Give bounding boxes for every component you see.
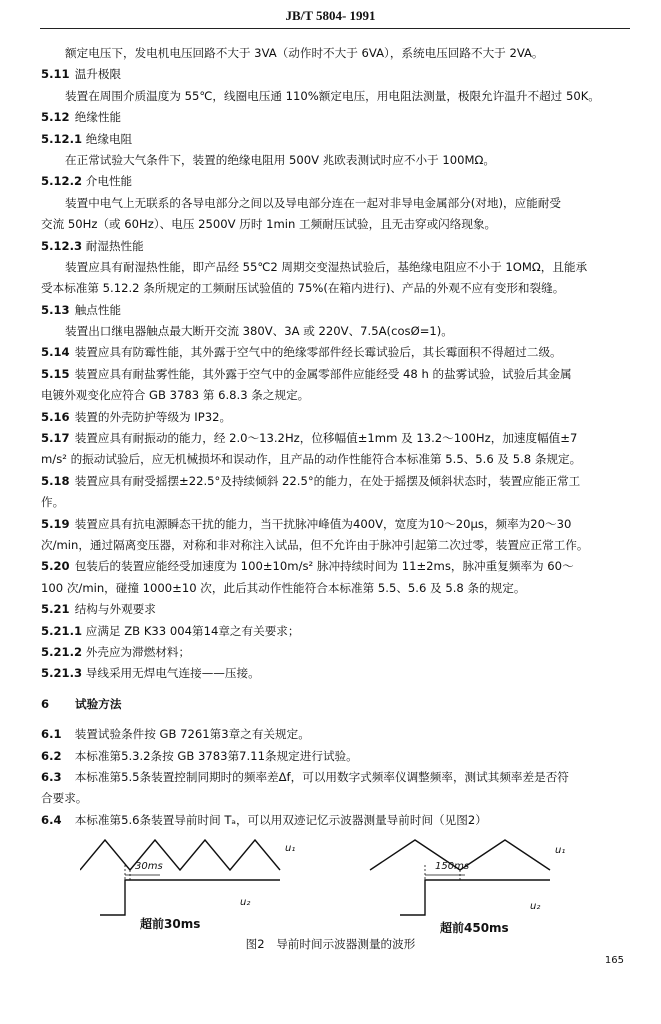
- line-text: 温升极限: [74, 67, 122, 82]
- line-text: 应满足 ZB K33 004第14章之有关要求；: [85, 623, 300, 638]
- clause-number: 6.3: [41, 769, 62, 784]
- clause-line: [41, 107, 631, 128]
- paragraph-line: [41, 321, 631, 342]
- line-text: 绝缘电阻: [85, 131, 133, 146]
- clause-line: [41, 129, 631, 150]
- clause-line: [41, 407, 631, 428]
- clause-number: 6.2: [41, 748, 62, 763]
- clause-line: [41, 599, 631, 620]
- clause-number: 6: [41, 696, 50, 711]
- paragraph-line: [41, 43, 631, 64]
- clause-line: [41, 171, 631, 192]
- line-text: 本标准第5.6条装置导前时间 Tₐ，可以用双迹记忆示波器测量导前时间（见图2）: [74, 812, 487, 827]
- clause-number: 6.1: [41, 727, 62, 742]
- paragraph-line: [41, 193, 631, 214]
- clause-line: [41, 746, 631, 767]
- clause-number: 5.21.1: [41, 623, 83, 638]
- figure-title: 图2 导前时间示波器测量的波形: [245, 937, 416, 951]
- clause-line: [41, 694, 631, 715]
- clause-line: [41, 642, 631, 663]
- clause-line: [41, 236, 631, 257]
- line-text: 本标准第5.5条装置控制同期时的频率差Δf，可以用数字式频率仪调整频率，测试其频率差是否符: [74, 769, 569, 784]
- line-text: 导线采用无焊电气连接——压接。: [85, 666, 260, 681]
- line-text: 电镀外观变化应符合 GB 3783 第 6.8.3 条之规定。: [41, 388, 310, 403]
- document-body: [41, 43, 631, 831]
- clause-line: [41, 663, 631, 684]
- clause-number: 5.14: [41, 345, 70, 360]
- clause-number: 5.12.2: [41, 174, 83, 189]
- clause-line: [41, 471, 631, 492]
- clause-number: 5.21.2: [41, 644, 83, 659]
- line-text: 装置应具有抗电源瞬态干扰的能力，当干扰脉冲峰值为400V，宽度为10～20μs，频率为20～30: [74, 516, 572, 531]
- paragraph-line: [41, 214, 631, 235]
- left-figure-caption: 超前30ms: [140, 917, 201, 931]
- paragraph-line: [41, 150, 631, 171]
- line-text: 装置中电气上无联系的各导电部分之间以及导电部分连在一起对非导电金属部分(对地)，应能耐受: [65, 195, 561, 210]
- line-text: 结构与外观要求: [74, 602, 156, 617]
- line-text: 包装后的装置应能经受加速度为 100±10m/s² 脉冲持续时间为 11±2ms，脉冲重复频率为 60～: [74, 559, 574, 574]
- right-u2-label: u₂: [530, 901, 541, 912]
- line-text: 次/min，通过隔离变压器，对称和非对称注入试品，但不允许由于脉冲引起第二次过零，装置应正常工作。: [41, 537, 589, 552]
- header-rule: [40, 28, 630, 29]
- clause-line: [41, 767, 631, 788]
- clause-line: [41, 342, 631, 363]
- line-text: 交流 50Hz（或 60Hz）、电压 2500V 历时 1min 工频耐压试验，且无击穿或闪络现象。: [41, 217, 497, 232]
- line-text: 100 次/min，碰撞 1000±10 次，此后其动作性能符合本标准第 5.5、5.6 及 5.8 条的规定。: [41, 580, 526, 595]
- document-header: JB/T 5804- 1991: [285, 8, 376, 23]
- clause-line: [41, 428, 631, 449]
- clause-line: [41, 810, 631, 831]
- line-text: 触点性能: [74, 302, 122, 317]
- line-text: 装置应具有耐振动的能力，经 2.0～13.2Hz，位移幅值±1mm 及 13.2～100Hz，加速度幅值±7: [74, 431, 578, 446]
- paragraph-line: [41, 278, 631, 299]
- line-text: 耐湿热性能: [85, 238, 144, 253]
- line-text: 装置应具有耐盐雾性能，其外露于空气中的金属零部件应能经受 48 h 的盐雾试验，试验后其金属: [74, 366, 572, 381]
- line-text: 额定电压下，发电机电压回路不大于 3VA（动作时不大于 6VA），系统电压回路不大于 2VA。: [65, 46, 544, 60]
- paragraph-line: [41, 788, 631, 809]
- clause-number: 5.20: [41, 559, 70, 574]
- paragraph-line: [41, 449, 631, 470]
- clause-number: 5.18: [41, 473, 70, 488]
- line-text: 装置应具有防霉性能，其外露于空气中的绝缘零部件经长霉试验后，其长霉面积不得超过二级。: [74, 345, 562, 360]
- right-time-label: 150ms: [435, 861, 470, 872]
- clause-number: 6.4: [41, 812, 62, 827]
- clause-line: [41, 64, 631, 85]
- clause-number: 5.12.1: [41, 131, 83, 146]
- clause-line: [41, 514, 631, 535]
- line-text: 作。: [41, 495, 65, 510]
- line-text: 装置应具有耐受摇摆±22.5°及持续倾斜 22.5°的能力，在处于摇摆及倾斜状态时，装置应能正常工: [74, 473, 581, 488]
- paragraph-line: [41, 385, 631, 406]
- paragraph-line: [41, 535, 631, 556]
- clause-number: 5.16: [41, 409, 70, 424]
- line-text: 介电性能: [85, 174, 133, 189]
- left-pulse: [100, 880, 280, 915]
- clause-number: 5.12: [41, 110, 70, 125]
- clause-line: [41, 556, 631, 577]
- clause-number: 5.11: [41, 67, 70, 82]
- section-gap: [41, 685, 631, 694]
- paragraph-line: [41, 257, 631, 278]
- clause-line: [41, 621, 631, 642]
- page-number: 165: [604, 955, 624, 966]
- clause-number: 5.17: [41, 431, 70, 446]
- right-pulse: [400, 880, 550, 915]
- line-text: 绝缘性能: [74, 110, 122, 125]
- clause-line: [41, 724, 631, 745]
- left-u1-label: u₁: [285, 843, 296, 854]
- line-text: 在正常试验大气条件下，装置的绝缘电阻用 500V 兆欧表测试时应不小于 100MΩ。: [65, 152, 495, 167]
- right-u1-label: u₁: [555, 845, 566, 856]
- line-text: 外壳应为滞燃材料；: [85, 644, 191, 659]
- line-text: 装置的外壳防护等级为 IP32。: [74, 409, 232, 424]
- line-text: 受本标准第 5.12.2 条所规定的工频耐压试验值的 75%(在箱内进行)、产品的外观不应有变形和裂缝。: [41, 281, 565, 296]
- clause-line: [41, 300, 631, 321]
- right-figure-caption: 超前450ms: [440, 921, 509, 935]
- paragraph-line: [41, 578, 631, 599]
- clause-number: 5.12.3: [41, 238, 83, 253]
- paragraph-line: [41, 86, 631, 107]
- line-text: 试验方法: [75, 696, 122, 711]
- left-u2-label: u₂: [240, 897, 251, 908]
- line-text: 装置应具有耐湿热性能，即产品经 55℃2 周期交变湿热试验后，基绝缘电阻应不小于 1OMΩ，且能承: [65, 259, 588, 274]
- line-text: 装置出口继电器触点最大断开交流 380V、3A 或 220V、7.5A(cosØ=1)。: [65, 324, 453, 339]
- clause-line: [41, 364, 631, 385]
- clause-number: 5.13: [41, 302, 70, 317]
- clause-number: 5.21.3: [41, 666, 83, 681]
- line-text: 本标准第5.3.2条按 GB 3783第7.11条规定进行试验。: [74, 748, 358, 763]
- line-text: 合要求。: [41, 791, 88, 806]
- clause-number: 5.21: [41, 602, 70, 617]
- left-time-label: 30ms: [135, 861, 163, 872]
- line-text: 装置在周围介质温度为 55℃，线圈电压通 110%额定电压，用电阻法测量，极限允许温升不超过 50K。: [65, 88, 600, 103]
- paragraph-line: [41, 492, 631, 513]
- section-gap: [41, 715, 631, 724]
- line-text: 装置试验条件按 GB 7261第3章之有关规定。: [74, 727, 310, 742]
- clause-number: 5.15: [41, 366, 70, 381]
- clause-number: 5.19: [41, 516, 70, 531]
- left-triangle-wave: [80, 840, 280, 870]
- line-text: m/s² 的振动试验后，应无机械损坏和误动作，且产品的动作性能符合本标准第 5.5、5.6 及 5.8 条规定。: [41, 452, 582, 467]
